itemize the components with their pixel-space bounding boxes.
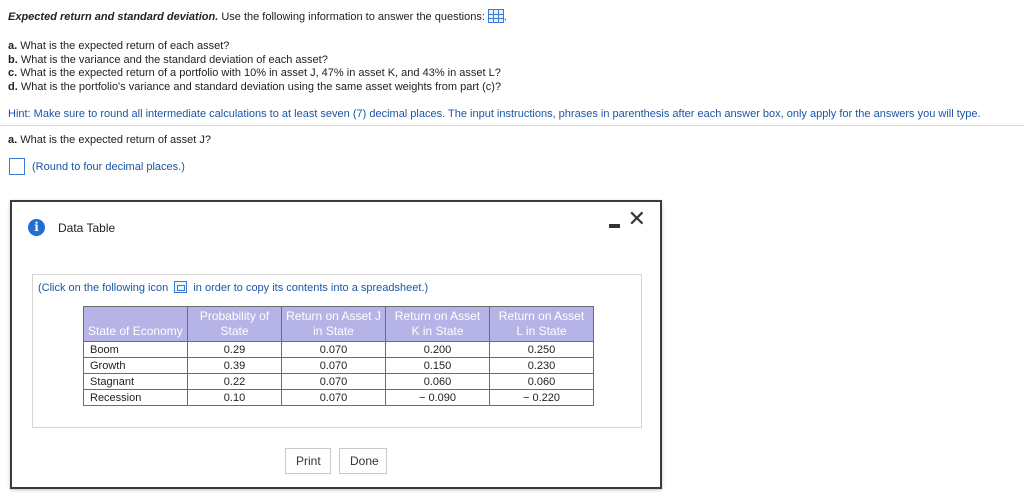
- cell-state: Recession: [84, 390, 188, 406]
- header-return-j: Return on Asset J in State: [282, 307, 386, 342]
- cell-return-l: − 0.220: [490, 390, 594, 406]
- cell-probability: 0.10: [188, 390, 282, 406]
- question-item: [8, 81, 501, 95]
- table-row: [84, 374, 594, 390]
- cell-return-l: 0.060: [490, 374, 594, 390]
- info-icon: i: [28, 219, 45, 236]
- question-text: What is the expected return of a portfolio with 10% in asset J, 47% in asset K, and 43% in asset L?: [20, 67, 501, 79]
- cell-return-j: 0.070: [282, 358, 386, 374]
- question-text: What is the portfolio's variance and standard deviation using the same asset weights from part (c)?: [20, 80, 502, 93]
- cell-probability: 0.39: [188, 358, 282, 374]
- copy-note-after: in order to copy its contents into a spreadsheet.): [193, 282, 429, 294]
- done-button[interactable]: Done: [339, 448, 387, 474]
- cell-return-l: 0.230: [490, 358, 594, 374]
- cell-state: Growth: [84, 358, 188, 374]
- cell-return-k: 0.060: [386, 374, 490, 390]
- question-letter: d.: [8, 80, 18, 93]
- question-letter: c.: [8, 67, 18, 79]
- copy-note-before: (Click on the following icon: [38, 282, 169, 294]
- close-icon[interactable]: ✕: [627, 207, 646, 232]
- cell-return-j: 0.070: [282, 342, 386, 358]
- current-question: [8, 134, 211, 146]
- problem-instruction: Use the following information to answer the questions:: [221, 11, 485, 23]
- question-item: [8, 40, 501, 54]
- question-text: What is the expected return of each asset?: [20, 40, 230, 52]
- question-item: [8, 54, 501, 68]
- table-row: [84, 342, 594, 358]
- question-letter: b.: [8, 53, 18, 66]
- print-button[interactable]: Print: [285, 448, 331, 474]
- cell-probability: 0.22: [188, 374, 282, 390]
- header-return-l: Return on Asset L in State: [490, 307, 594, 342]
- cell-return-k: 0.150: [386, 358, 490, 374]
- dialog-title: Data Table: [58, 221, 116, 235]
- divider: [0, 125, 1024, 126]
- minimize-icon[interactable]: [609, 224, 620, 228]
- problem-title: Expected return and standard deviation.: [8, 11, 219, 23]
- answer-input[interactable]: [9, 158, 25, 175]
- copy-instruction: [38, 281, 428, 294]
- copy-to-spreadsheet-icon[interactable]: [174, 281, 187, 293]
- answer-rounding-hint: (Round to four decimal places.): [32, 161, 185, 173]
- data-table-panel: [32, 274, 642, 428]
- question-list: [8, 40, 501, 94]
- table-row: [84, 358, 594, 374]
- cell-return-j: 0.070: [282, 390, 386, 406]
- intro-period: .: [503, 11, 507, 23]
- returns-table: [83, 306, 594, 406]
- cell-return-k: − 0.090: [386, 390, 490, 406]
- spreadsheet-grid-icon[interactable]: [488, 9, 504, 23]
- cell-state: Stagnant: [84, 374, 188, 390]
- cell-return-l: 0.250: [490, 342, 594, 358]
- cell-return-j: 0.070: [282, 374, 386, 390]
- hint-text: Hint: Make sure to round all intermediate calculations to at least seven (7) decimal places. The input instructions, phrases in parenthesis after each answer box, only apply for the answers you will type.: [8, 108, 981, 120]
- current-question-letter: a.: [8, 134, 18, 146]
- cell-probability: 0.29: [188, 342, 282, 358]
- header-probability: Probability of State: [188, 307, 282, 342]
- table-header-row: [84, 307, 594, 342]
- question-text: What is the variance and the standard deviation of each asset?: [20, 53, 328, 66]
- cell-state: Boom: [84, 342, 188, 358]
- current-question-text: What is the expected return of asset J?: [20, 134, 212, 146]
- header-return-k: Return on Asset K in State: [386, 307, 490, 342]
- header-state: State of Economy: [84, 307, 188, 342]
- cell-return-k: 0.200: [386, 342, 490, 358]
- question-item: [8, 67, 501, 81]
- data-table-dialog: [10, 200, 662, 489]
- table-row: [84, 390, 594, 406]
- question-letter: a.: [8, 40, 18, 52]
- problem-intro: [8, 9, 507, 23]
